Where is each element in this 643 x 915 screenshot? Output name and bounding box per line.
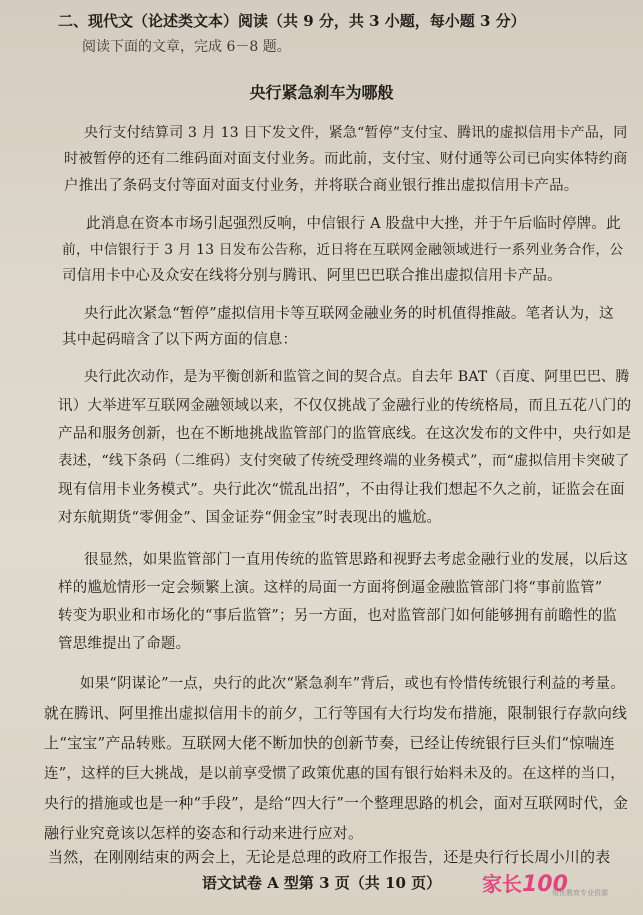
watermark-logo — [482, 868, 608, 897]
text-line: 很显然，如果监管部门一直用传统的监管思路和视野去考虑金融行业的发展，以后这 — [84, 552, 628, 568]
text-line: 当然，在刚刚结束的两会上，无论是总理的政府工作报告，还是央行行长周小川的表 — [48, 848, 611, 866]
text-line: 此消息在资本市场引起强烈反响，中信银行 A 股盘中大挫，并于午后临时停牌。此 — [86, 216, 621, 232]
text-line: 样的尴尬情形一定会频繁上演。这样的局面一方面将倒逼金融监管部门将“事前监管” — [58, 580, 603, 596]
text-line: 时被暂停的还有二维码面对面支付业务。而此前，支付宝、财付通等公司已向实体特约商 — [64, 151, 628, 167]
article-title: 央行紧急刹车为哪般 — [249, 83, 394, 102]
text-line: 融行业究竟该以怎样的姿态和行动来进行应对。 — [44, 824, 364, 842]
text-line: 央行的措施或也是一种“手段”，是给“四大行”一个整理思路的机会，面对互联网时代，金 — [44, 795, 629, 812]
text-line: 对东航期货“零佣金”、国金证券“佣金宝”时表现出的尴尬。 — [58, 510, 442, 526]
text-line: 产品和服务创新，也在不断地挑战监管部门的监管底线。在这次发布的文件中，央行如是 — [58, 426, 632, 442]
watermark-brand-cn: 家长 — [482, 872, 522, 896]
text-line: 转变为职业和市场化的“事后监管”；另一方面，也对监管部门如何能够拥有前瞻性的监 — [58, 608, 618, 624]
text-line: 连”，这样的巨大挑战，是以前享受惯了政策优惠的国有银行始料未及的。在这样的当口， — [44, 766, 625, 782]
text-line: 就在腾讯、阿里推出虚拟信用卡的前夕，工行等国有大行均发布措施，限制银行存款向线 — [44, 705, 628, 722]
page-footer: 语文试卷 A 型第 3 页（共 10 页） — [201, 874, 442, 892]
watermark-brand-num: 100 — [522, 872, 568, 897]
text-line: 央行此次动作，是为平衡创新和监管之间的契合点。自去年 BAT（百度、阿里巴巴、腾 — [84, 369, 630, 385]
text-line: 上“宝宝”产品转账。互联网大佬不断加快的创新节奏，已经让传统银行巨头们“惊喘连 — [44, 734, 615, 752]
section-heading: 二、现代文（论述类文本）阅读（共 9 分，共 3 小题，每小题 3 分） — [58, 12, 526, 30]
text-line: 央行此次紧急“暂停”虚拟信用卡等互联网金融业务的时机值得推敲。笔者认为，这 — [84, 306, 614, 322]
text-line: 前，中信银行于 3 月 13 日发布公告称，近日将在互联网金融领域进行一系列业务合作，公 — [62, 242, 624, 258]
text-line: 现有信用卡业务模式”。央行此次“慌乱出招”，不由得让我们想起不久之前，证监会在面 — [58, 482, 625, 498]
text-line: 其中起码暗含了以下两方面的信息： — [62, 332, 298, 348]
text-line: 户推出了条码支付等面对面支付业务，并将联合商业银行推出虚拟信用卡产品。 — [64, 178, 579, 194]
text-line: 司信用卡中心及众安在线将分别与腾讯、阿里巴巴联合推出虚拟信用卡产品。 — [62, 268, 562, 284]
text-line: 表述，“线下条码（二维码）支付突破了传统受理终端的业务模式”，而“虚拟信用卡突破了 — [58, 453, 630, 469]
text-line: 讯）大举进军互联网金融领域以来，不仅仅挑战了金融行业的传统格局，而且五花八门的 — [58, 398, 632, 414]
text-line: 管思维提出了命题。 — [58, 636, 191, 652]
text-line: 如果“阴谋论”一点，央行的此次“紧急刹车”背后，或也有怜惜传统银行利益的考量。 — [80, 676, 625, 692]
reading-instruction: 阅读下面的文章，完成 6－8 题。 — [82, 39, 291, 55]
watermark-tagline: 培优教育专业资源 — [552, 889, 608, 897]
text-line: 央行支付结算司 3 月 13 日下发文件，紧急“暂停”支付宝、腾讯的虚拟信用卡产品，同 — [84, 125, 628, 141]
